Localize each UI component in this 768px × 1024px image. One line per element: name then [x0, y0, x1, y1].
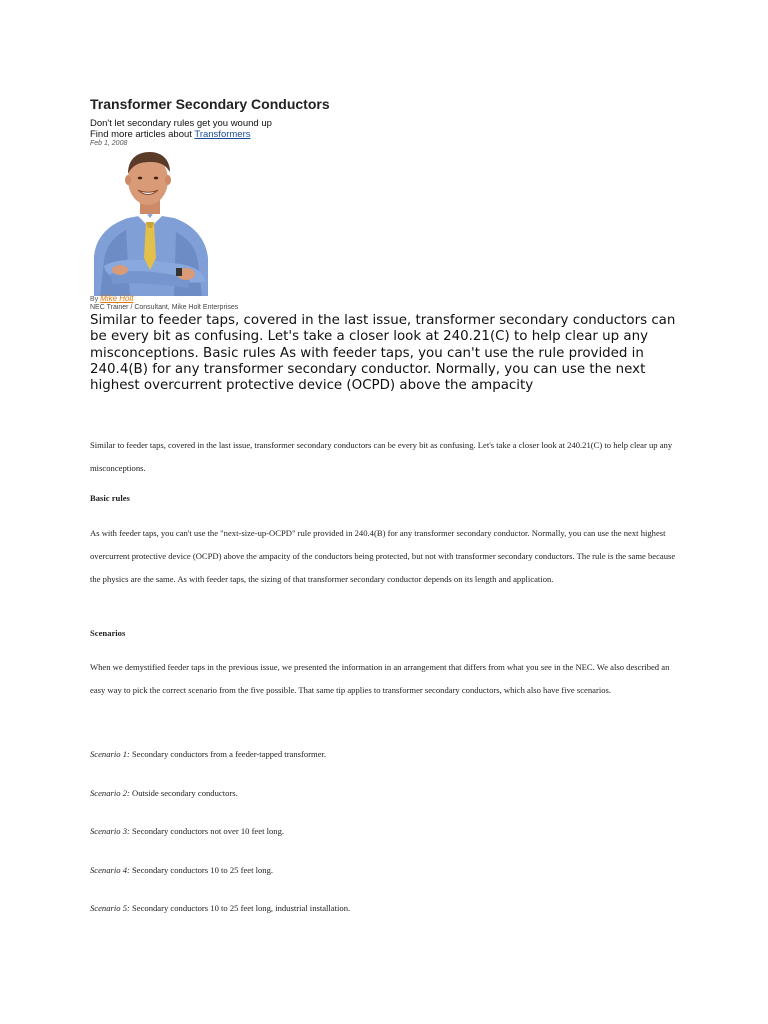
- article-deck: Don't let secondary rules get you wound up: [90, 118, 272, 129]
- article-title: Transformer Secondary Conductors: [90, 96, 330, 112]
- scenario-text: Secondary conductors not over 10 feet long.: [129, 826, 285, 836]
- byline-prefix: By: [90, 296, 101, 303]
- article-intro: Similar to feeder taps, covered in the last issue, transformer secondary conductors can be every bit as confusing. Let's take a closer look at 240.21(C) to help clear up any misconceptions. Basic rules As with feeder taps, you can't use the rule provided in 240.4(B) for any transformer secondary conductor. Normally, you can use the next highest overcurrent protective device (OCPD) above the ampacity: [90, 313, 676, 394]
- scenario-label: Scenario 1:: [90, 749, 130, 759]
- section-heading-basic-rules: Basic rules: [90, 493, 130, 503]
- scenario-5: [90, 897, 680, 920]
- scenario-label: Scenario 3:: [90, 826, 130, 836]
- paragraph-3: When we demystified feeder taps in the previous issue, we presented the information in an arrangement that differs from what you see in the NEC. We also described an easy way to pick the correct scenario from the five possible. That same tip applies to transformer secondary conductors, which also have five scenarios.: [90, 662, 670, 695]
- paragraph-2: As with feeder taps, you can't use the "next-size-up-OCPD" rule provided in 240.4(B) for any transformer secondary conductor. Normally, you can use the next highest overcurrent protective device (OCPD) above the ampacity of the conductors being protected, but not with transformer secondary conductors. The rule is the same because the physics are the same. As with feeder taps, the sizing of that transformer secondary conductor depends on its length and application.: [90, 528, 676, 584]
- scenario-label: Scenario 5:: [90, 903, 130, 913]
- scenario-label: Scenario 4:: [90, 865, 130, 875]
- scenario-text: Secondary conductors from a feeder-tapped transformer.: [129, 749, 327, 759]
- scenario-text: Secondary conductors 10 to 25 feet long.: [129, 865, 274, 875]
- author-link[interactable]: Mike Holt: [100, 294, 134, 303]
- scenario-4: [90, 859, 680, 882]
- author-photo: [90, 148, 212, 296]
- scenario-1: [90, 743, 680, 766]
- scenario-label: Scenario 2:: [90, 788, 130, 798]
- scenario-text: Outside secondary conductors.: [129, 788, 238, 798]
- more-articles-prefix: Find more articles about: [90, 129, 195, 140]
- section-heading-scenarios: Scenarios: [90, 628, 126, 638]
- scenario-text: Secondary conductors 10 to 25 feet long, industrial installation.: [129, 903, 351, 913]
- author-portrait-icon: [90, 148, 212, 296]
- transformers-topic-link[interactable]: Transformers: [194, 129, 251, 140]
- author-role: NEC Trainer / Consultant, Mike Holt Enterprises: [90, 304, 239, 311]
- scenario-3: [90, 820, 680, 843]
- scenario-2: [90, 782, 680, 805]
- publish-date: Feb 1, 2008: [90, 140, 128, 147]
- byline: [90, 294, 133, 303]
- more-articles-line: [90, 129, 251, 140]
- paragraph-1: Similar to feeder taps, covered in the last issue, transformer secondary conductors can be every bit as confusing. Let's take a closer look at 240.21(C) to help clear up any misconceptions.: [90, 440, 673, 473]
